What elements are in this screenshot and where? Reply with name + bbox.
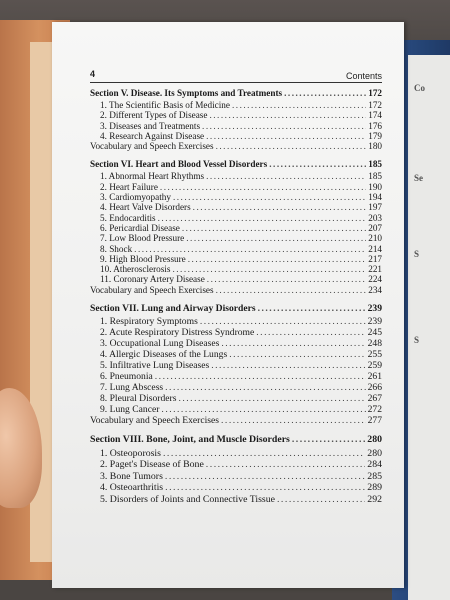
toc-entry: [90, 415, 382, 426]
dot-leader: [292, 434, 365, 447]
dot-leader: [256, 327, 365, 338]
dot-leader: [216, 285, 367, 295]
toc-entry: [90, 244, 382, 254]
dot-leader: [277, 494, 365, 506]
toc-entry: [90, 471, 382, 483]
table-of-contents: [90, 88, 382, 513]
page-ref: 280: [367, 434, 382, 446]
entry-label: 1. The Scientific Basis of Medicine: [100, 100, 230, 110]
toc-entry: [90, 182, 382, 192]
page-number: 4: [90, 69, 96, 79]
toc-entry: [90, 459, 382, 471]
page-title: Contents: [345, 71, 382, 81]
section-heading: [90, 303, 382, 315]
dot-leader: [165, 382, 365, 393]
page-ref: 221: [368, 264, 382, 275]
dot-leader: [172, 264, 366, 274]
section-title: Section V. Disease. Its Symptoms and Treatments: [90, 88, 283, 98]
dot-leader: [182, 223, 366, 233]
page-ref: 277: [367, 415, 382, 427]
dot-leader: [134, 244, 366, 254]
page-ref: 203: [368, 212, 382, 223]
toc-entry: [90, 371, 382, 382]
dot-leader: [284, 88, 366, 99]
page-ref: 214: [368, 243, 382, 254]
entry-label: 5. Endocarditis: [100, 212, 156, 223]
section-heading: [90, 88, 382, 99]
toc-entry: [90, 264, 382, 274]
entry-label: 3. Occupational Lung Diseases: [100, 338, 220, 350]
entry-label: 1. Respiratory Symptoms: [100, 316, 198, 328]
dot-leader: [163, 448, 365, 460]
toc-entry: [90, 233, 382, 243]
entry-label: Vocabulary and Speech Exercises: [90, 284, 214, 295]
page-ref: 245: [367, 327, 382, 339]
dot-leader: [206, 171, 366, 181]
entry-label: Vocabulary and Speech Exercises: [90, 415, 220, 427]
entry-label: Vocabulary and Speech Exercises: [90, 141, 214, 152]
toc-entry: [90, 482, 382, 494]
toc-entry: [90, 141, 382, 151]
toc-entry: [90, 360, 382, 371]
dot-leader: [209, 110, 366, 120]
dot-leader: [229, 349, 365, 360]
page-ref: 284: [367, 459, 382, 471]
dot-leader: [165, 471, 365, 483]
adjacent-page-fragment: Se: [414, 173, 423, 183]
dot-leader: [165, 482, 365, 494]
entry-label: 3. Bone Tumors: [100, 470, 163, 482]
page-ref: 190: [368, 181, 382, 192]
dot-leader: [155, 371, 366, 382]
page-ref: 266: [367, 382, 382, 394]
toc-entry: [90, 404, 382, 415]
toc-entry: [90, 327, 382, 338]
page-ref: 176: [368, 120, 382, 131]
page-ref: 292: [367, 493, 382, 505]
entry-label: 1. Abnormal Heart Rhythms: [100, 171, 205, 182]
page-ref: 280: [367, 447, 382, 459]
dot-leader: [202, 121, 366, 131]
toc-section: [90, 434, 382, 505]
page-ref: 172: [368, 88, 382, 98]
toc-entry: [90, 202, 382, 212]
toc-entry: [90, 100, 382, 110]
dot-leader: [207, 274, 366, 284]
dot-leader: [193, 202, 367, 212]
toc-entry: [90, 338, 382, 349]
entry-label: 1. Osteoporosis: [100, 447, 161, 459]
page-ref: 180: [368, 141, 382, 152]
toc-section: [90, 303, 382, 426]
dot-leader: [258, 303, 366, 315]
entry-label: 5. Disorders of Joints and Connective Tissue: [100, 493, 275, 505]
page-ref: 185: [368, 171, 382, 182]
adjacent-page-fragment: S: [414, 335, 420, 345]
page-header: [90, 64, 382, 83]
entry-label: 2. Acute Respiratory Distress Syndrome: [100, 327, 255, 339]
toc-entry: [90, 448, 382, 460]
page-ref: 207: [368, 222, 382, 233]
entry-label: 7. Low Blood Pressure: [100, 233, 185, 244]
entry-label: 8. Pleural Disorders: [100, 393, 177, 405]
page-ref: 259: [367, 360, 382, 372]
dot-leader: [269, 159, 366, 170]
adjacent-page-fragment: Co: [414, 83, 425, 93]
entry-label: 10. Atherosclerosis: [100, 264, 171, 275]
section-title: Section VI. Heart and Blood Vessel Disorders: [90, 159, 268, 170]
dot-leader: [161, 404, 365, 415]
page-ref: 217: [368, 253, 382, 264]
toc-entry: [90, 110, 382, 120]
entry-label: 9. High Blood Pressure: [100, 253, 186, 264]
dot-leader: [178, 393, 365, 404]
entry-label: 4. Osteoarthritis: [100, 482, 164, 494]
dot-leader: [206, 131, 366, 141]
entry-label: 9. Lung Cancer: [100, 404, 160, 416]
dot-leader: [206, 459, 366, 471]
page-ref: 261: [367, 371, 382, 383]
toc-entry: [90, 285, 382, 295]
entry-label: 3. Diseases and Treatments: [100, 120, 201, 131]
toc-entry: [90, 171, 382, 181]
entry-label: 2. Different Types of Disease: [100, 110, 208, 121]
dot-leader: [216, 141, 367, 151]
page-ref: 197: [368, 202, 382, 213]
section-heading: [90, 159, 382, 170]
dot-leader: [188, 254, 366, 264]
dot-leader: [221, 338, 365, 349]
entry-label: 8. Shock: [100, 243, 133, 254]
entry-label: 11. Coronary Artery Disease: [100, 274, 205, 285]
toc-entry: [90, 494, 382, 506]
section-heading: [90, 434, 382, 447]
page-ref: 285: [367, 470, 382, 482]
page-ref: 179: [368, 130, 382, 141]
dot-leader: [221, 415, 366, 426]
dot-leader: [160, 182, 366, 192]
toc-entry: [90, 382, 382, 393]
entry-label: 4. Research Against Disease: [100, 130, 205, 141]
toc-entry: [90, 213, 382, 223]
entry-label: 6. Pericardial Disease: [100, 222, 180, 233]
page-ref: 234: [368, 284, 382, 295]
page-ref: 239: [367, 303, 382, 315]
entry-label: 4. Heart Valve Disorders: [100, 202, 191, 213]
toc-entry: [90, 131, 382, 141]
section-title: Section VIII. Bone, Joint, and Muscle Disorders: [90, 434, 290, 446]
toc-entry: [90, 349, 382, 360]
entry-label: 3. Cardiomyopathy: [100, 192, 171, 203]
page-ref: 239: [367, 316, 382, 328]
entry-label: 6. Pneumonia: [100, 371, 153, 383]
page-ref: 224: [368, 274, 382, 285]
adjacent-page-fragment: S: [414, 249, 420, 259]
dot-leader: [232, 100, 366, 110]
adjacent-page: [408, 55, 450, 600]
page-ref: 194: [368, 192, 382, 203]
section-title: Section VII. Lung and Airway Disorders: [90, 303, 256, 315]
page-ref: 248: [367, 338, 382, 350]
entry-label: 7. Lung Abscess: [100, 382, 164, 394]
contents-page: [52, 22, 404, 588]
toc-entry: [90, 192, 382, 202]
toc-entry: [90, 223, 382, 233]
toc-entry: [90, 393, 382, 404]
page-ref: 289: [367, 482, 382, 494]
dot-leader: [173, 192, 366, 202]
dot-leader: [158, 213, 367, 223]
entry-label: 2. Paget's Disease of Bone: [100, 459, 204, 471]
page-ref: 272: [367, 404, 382, 416]
toc-entry: [90, 121, 382, 131]
page-ref: 174: [368, 110, 382, 121]
toc-section: [90, 159, 382, 295]
dot-leader: [186, 233, 366, 243]
toc-entry: [90, 316, 382, 327]
page-ref: 267: [367, 393, 382, 405]
toc-entry: [90, 274, 382, 284]
page-ref: 255: [367, 349, 382, 361]
toc-entry: [90, 254, 382, 264]
dot-leader: [211, 360, 365, 371]
page-ref: 210: [368, 233, 382, 244]
entry-label: 2. Heart Failure: [100, 181, 158, 192]
page-ref: 185: [368, 159, 382, 170]
toc-section: [90, 88, 382, 151]
entry-label: 4. Allergic Diseases of the Lungs: [100, 349, 228, 361]
entry-label: 5. Infiltrative Lung Diseases: [100, 360, 210, 372]
page-ref: 172: [368, 100, 382, 110]
dot-leader: [200, 316, 366, 327]
